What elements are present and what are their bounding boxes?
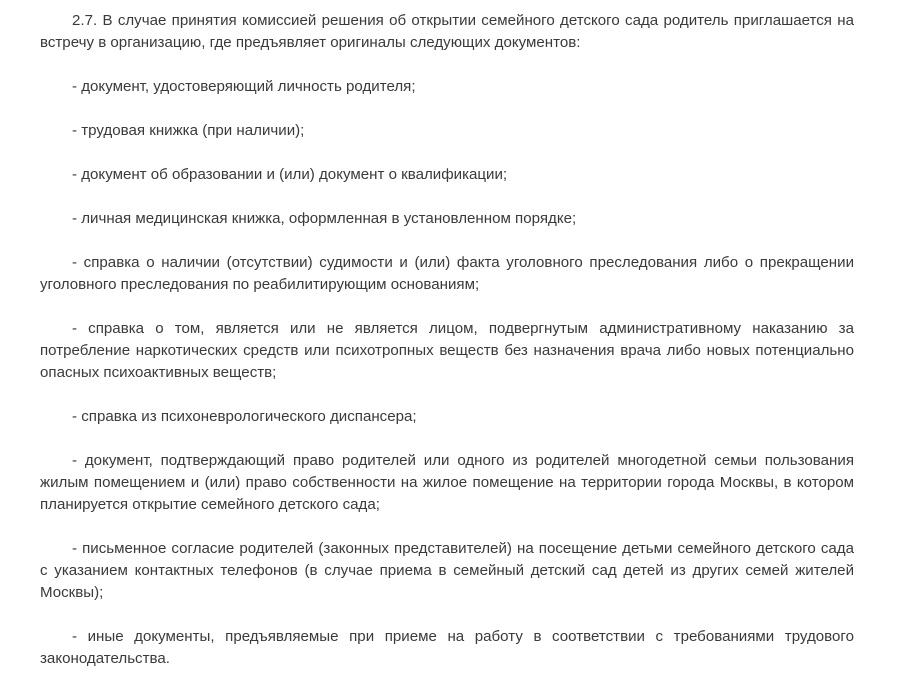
paragraph-intro: 2.7. В случае принятия комиссией решения об открытии семейного детского сада родитель приглашается на встречу в организацию, где предъявляет оригиналы следующих документов: [40,12,854,51]
list-item: - документ об образовании и (или) документ о квалификации; [72,166,508,183]
list-item: - личная медицинская книжка, оформленная в установленном порядке; [72,210,577,227]
document-body [40,10,854,692]
list-item: - справка из психоневрологического диспансера; [72,408,417,425]
list-item: - трудовая книжка (при наличии); [72,122,305,139]
list-item: - документ, подтверждающий право родителей или одного из родителей многодетной семьи пользования жилым помещением и (или) право собственности на жилое помещение на территории города Москвы, в котором планируется открытие семейного детского сада; [40,452,854,513]
list-item: - справка о том, является или не является лицом, подвергнутым административному наказанию за потребление наркотических средств или психотропных веществ без назначения врача либо новых потенциально опасных психоактивных веществ; [40,320,854,381]
list-item: - письменное согласие родителей (законных представителей) на посещение детьми семейного детского сада с указанием контактных телефонов (в случае приема в семейный детский сад детей из других семей жителей Москвы); [40,540,854,601]
list-item: - справка о наличии (отсутствии) судимости и (или) факта уголовного преследования либо о прекращении уголовного преследования по реабилитирующим основаниям; [40,254,854,293]
list-item: - иные документы, предъявляемые при приеме на работу в соответствии с требованиями трудового законодательства. [40,628,854,667]
list-item: - документ, удостоверяющий личность родителя; [72,78,416,95]
